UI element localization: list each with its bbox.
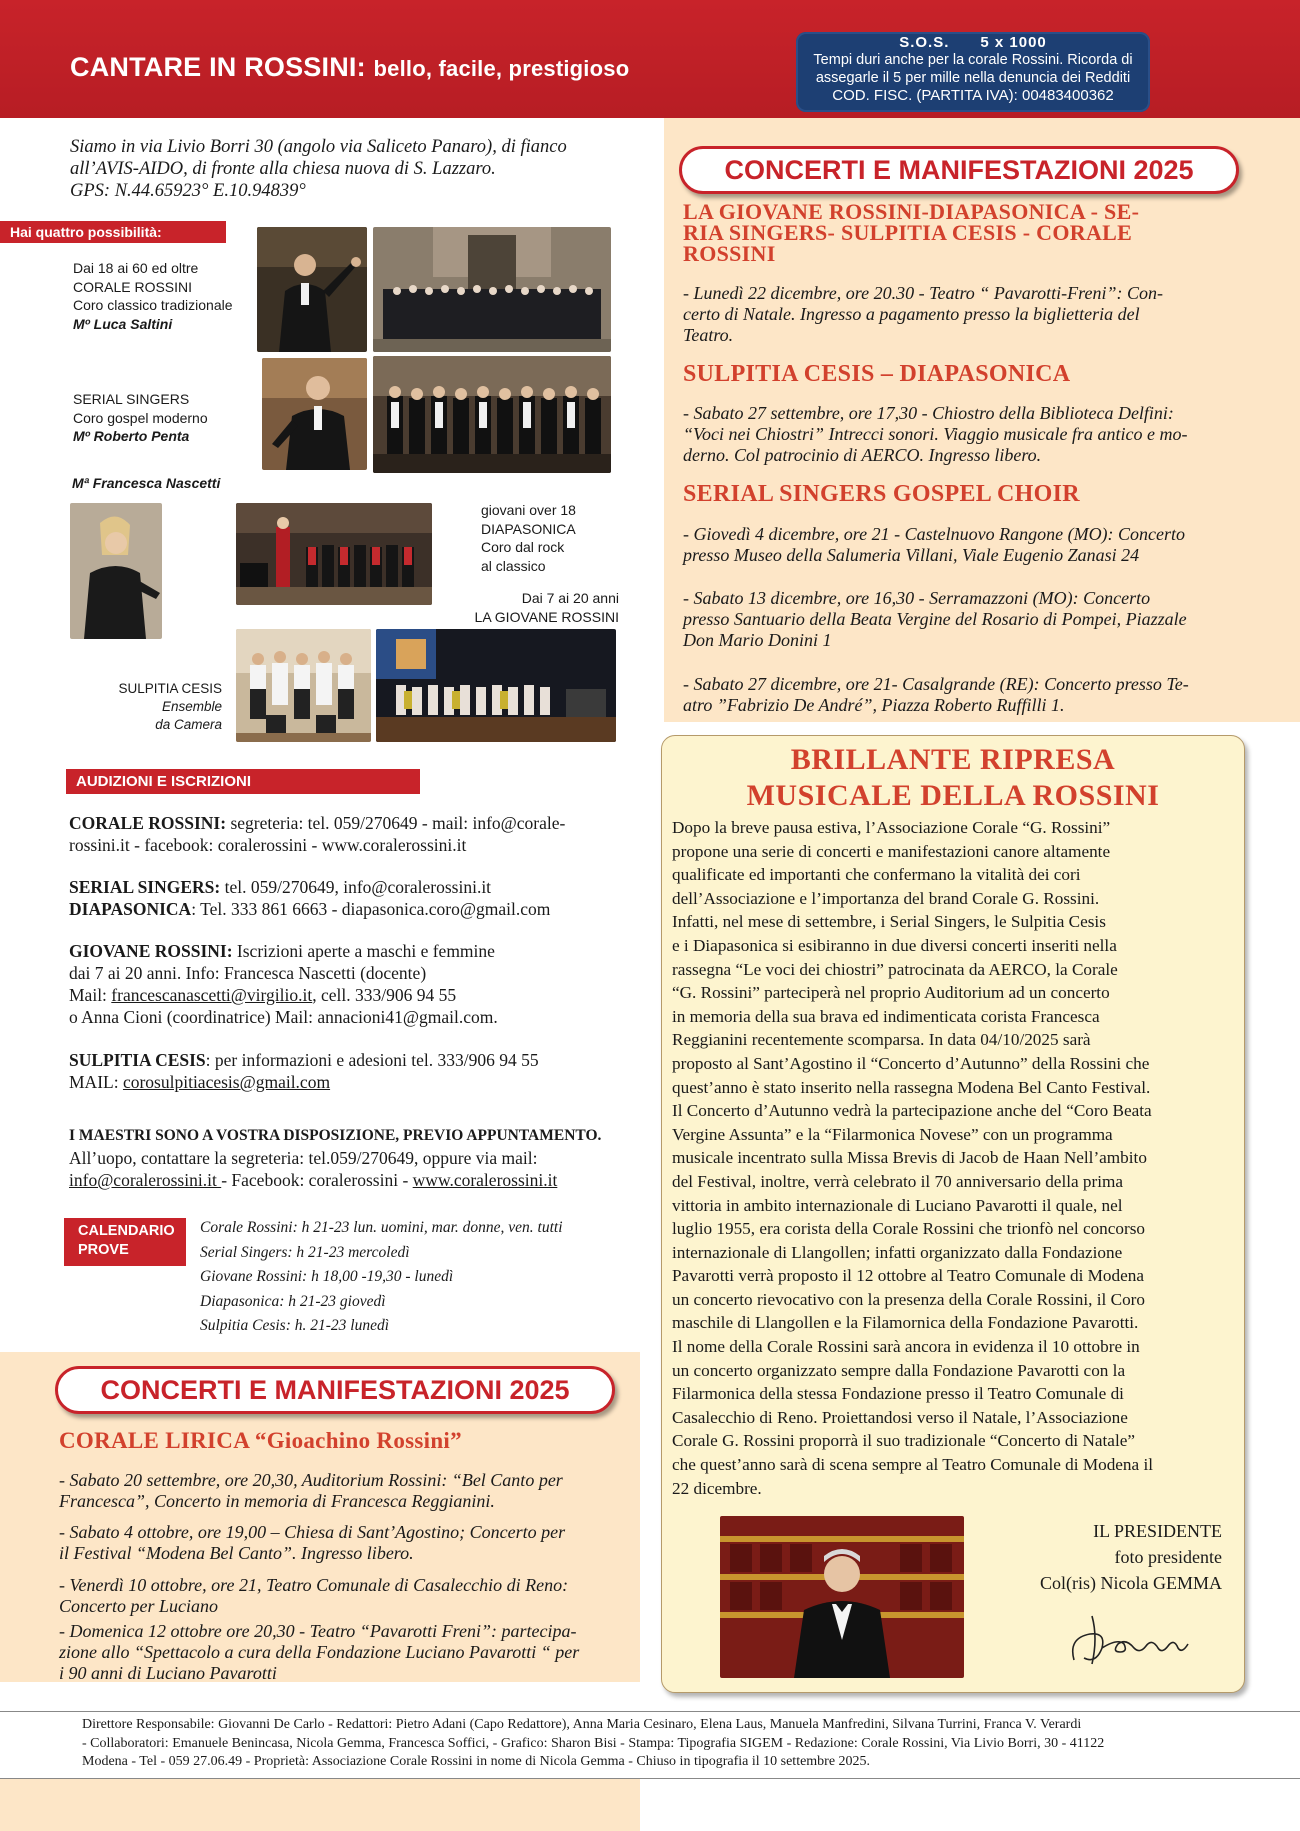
signature-line: foto presidente bbox=[1114, 1547, 1222, 1567]
article-line: 22 dicembre. bbox=[672, 1478, 762, 1498]
article-line: internazionale di Llangollen; infatti organizzato dalla Fondazione bbox=[672, 1242, 1123, 1262]
event-line: - Sabato 20 settembre, ore 20,30, Auditorium Rossini: “Bel Canto per bbox=[59, 1470, 563, 1490]
event-line: - Giovedì 4 dicembre, ore 21 - Castelnuovo Rangone (MO): Concerto bbox=[683, 524, 1186, 544]
maestri-title: I MAESTRI SONO A VOSTRA DISPOSIZIONE, PREVIO APPUNTAMENTO. bbox=[69, 1127, 602, 1144]
concerts-title-left: CONCERTI E MANIFESTAZIONI 2025 bbox=[55, 1366, 615, 1414]
photo-sulpitia-cesis bbox=[236, 629, 371, 742]
signature-line: Col(ris) Nicola GEMMA bbox=[1040, 1573, 1222, 1593]
contact-line bbox=[69, 940, 639, 962]
photo-conductor-penta bbox=[262, 358, 367, 470]
caption-nascetti: Mª Francesca Nascetti bbox=[72, 475, 221, 491]
masthead-text bbox=[82, 1716, 1232, 1772]
caption-giovane-rossini bbox=[420, 589, 619, 626]
caption-line: LA GIOVANE ROSSINI bbox=[474, 608, 619, 625]
caption-diapasonica bbox=[481, 501, 621, 575]
page-title bbox=[70, 52, 629, 83]
calendar-item: Serial Singers: h 21-23 mercoledì bbox=[200, 1243, 410, 1261]
event-line: - Sabato 27 dicembre, ore 21- Casalgrande (RE): Concerto presso Te- bbox=[683, 674, 1189, 694]
caption-corale-rossini bbox=[73, 259, 253, 333]
footer-band bbox=[0, 1776, 640, 1831]
title-line: MUSICALE DELLA ROSSINI bbox=[746, 779, 1160, 812]
caption-sulpitia-cesis bbox=[100, 680, 222, 734]
event-line: - Sabato 4 ottobre, ore 19,00 – Chiesa di Sant’Agostino; Concerto per bbox=[59, 1522, 566, 1542]
address-intro bbox=[70, 136, 640, 202]
article-line: Reggianini recentemente scomparsa. In data 04/10/2025 sarà bbox=[672, 1030, 1091, 1050]
contact-name: DIAPASONICA bbox=[69, 899, 192, 919]
contact-text: tel. 059/270649, info@coralerossini.it bbox=[220, 877, 492, 897]
article-line: proposto al Sant’Agostino il “Concerto d’Autunno” della Rossini che bbox=[672, 1053, 1150, 1073]
email-link[interactable]: francescanascetti@virgilio.it bbox=[111, 985, 313, 1005]
event-serramazzoni bbox=[683, 588, 1253, 651]
concerts-title-right: CONCERTI E MANIFESTAZIONI 2025 bbox=[679, 146, 1239, 194]
article-line: Infatti, nel mese di settembre, i Serial Singers, le Sulpitia Cesis bbox=[672, 912, 1106, 932]
contact-name: GIOVANE ROSSINI: bbox=[69, 941, 233, 961]
event-casalecchio bbox=[59, 1575, 639, 1617]
article-line: Filarmonica della stessa Fondazione presso il Teatro Comunale di bbox=[672, 1384, 1124, 1404]
event-line: - Venerdì 10 ottobre, ore 21, Teatro Comunale di Casalecchio di Reno: bbox=[59, 1575, 569, 1595]
contact-name: SULPITIA CESIS bbox=[69, 1050, 206, 1070]
event-line: - Domenica 12 ottobre ore 20,30 - Teatro “Pavarotti Freni”: partecipa- bbox=[59, 1621, 577, 1641]
sos-line: Tempi duri anche per la corale Rossini. Ricorda di bbox=[813, 52, 1133, 68]
group-heading-corale-lirica: CORALE LIRICA “Gioachino Rossini” bbox=[59, 1428, 462, 1453]
event-natale bbox=[683, 283, 1253, 346]
contact-line: rossini.it - facebook: coralerossini - www.coralerossini.it bbox=[69, 835, 467, 855]
article-line: maschile di Llangollen e la Filamornica della Fondazione Pavarotti. bbox=[672, 1313, 1139, 1333]
article-line: luglio 1955, era corista della Corale Rossini che trionfò nel concorso bbox=[672, 1219, 1146, 1239]
event-pavarotti-freni bbox=[59, 1621, 639, 1684]
caption-line: SERIAL SINGERS bbox=[73, 391, 190, 407]
contact-text: : per informazioni e adesioni tel. 333/906 94 55 bbox=[205, 1050, 539, 1070]
group-heading-all-choirs bbox=[683, 201, 1243, 264]
contact-text: : Tel. 333 861 6663 - diapasonica.coro@gmail.com bbox=[191, 899, 551, 919]
calendar-label: CALENDARIO bbox=[78, 1223, 175, 1239]
heading-line: ROSSINI bbox=[683, 241, 776, 266]
contact-line bbox=[69, 812, 639, 834]
contact-line: dai 7 ai 20 anni. Info: Francesca Nascetti (docente) bbox=[69, 963, 427, 983]
caption-serial-singers bbox=[73, 390, 253, 446]
calendar-item: Diapasonica: h 21-23 giovedì bbox=[200, 1292, 386, 1310]
intro-line: all’AVIS-AIDO, di fronte alla chiesa nuova di S. Lazzaro. bbox=[70, 159, 496, 179]
caption-line: Coro classico tradizionale bbox=[73, 297, 233, 313]
event-voci-chiostri bbox=[683, 403, 1253, 466]
article-line: Il nome della Corale Rossini sarà ancora in evidenza il 10 ottobre in bbox=[672, 1337, 1140, 1357]
contact-line: All’uopo, contattare la segreteria: tel.059/270649, oppure via mail: bbox=[69, 1148, 538, 1168]
event-casalgrande bbox=[683, 674, 1253, 716]
article-line: Casalecchio di Reno. Proiettandosi verso il Natale, l’Associazione bbox=[672, 1407, 1128, 1427]
contact-text: Iscrizioni aperte a maschi e femmine bbox=[232, 941, 495, 961]
intro-line: Siamo in via Livio Borri 30 (angolo via Saliceto Panaro), di fianco bbox=[70, 137, 567, 157]
contact-line bbox=[69, 1071, 639, 1093]
event-line: presso Santuario della Beata Vergine del Rosario di Pompei, Piazzale bbox=[683, 609, 1187, 629]
article-line: propone una serie di concerti e manifestazioni canore altamente bbox=[672, 841, 1111, 861]
masthead-line: Modena - Tel - 059 27.06.49 - Proprietà: Associazione Corale Rossini in nome di Nicola Gemma - Chiuso in tipografia il 10 settembre 2025. bbox=[82, 1754, 871, 1769]
calendar-item: Sulpitia Cesis: h. 21-23 lunedì bbox=[200, 1317, 390, 1334]
article-line: dell’Associazione e l’importanza del brand Corale G. Rossini. bbox=[672, 888, 1100, 908]
contact-text: Mail: bbox=[69, 985, 112, 1005]
caption-line: Ensemble bbox=[161, 699, 222, 714]
article-box bbox=[661, 735, 1245, 1693]
event-line: presso Museo della Salumeria Villani, Viale Eugenio Zanasi 24 bbox=[683, 545, 1140, 565]
caption-line: CORALE ROSSINI bbox=[73, 278, 193, 295]
article-line: e i Diapasonica si esibiranno in due diversi concerti inseriti nella bbox=[672, 935, 1117, 955]
photo-conductor-nascetti bbox=[70, 503, 162, 639]
event-line: derno. Col patrocinio di AERCO. Ingresso libero. bbox=[683, 445, 1042, 465]
article-line: “G. Rossini” parteciperà nel proprio Auditorium ad un concerto bbox=[672, 983, 1110, 1003]
event-line: - Lunedì 22 dicembre, ore 20.30 - Teatro “ Pavarotti-Freni”: Con- bbox=[683, 283, 1163, 303]
title-main: CANTARE IN ROSSINI: bbox=[70, 52, 366, 82]
handwritten-signature bbox=[1062, 1608, 1212, 1668]
sos-fiscal-code: COD. FISC. (PARTITA IVA): 00483400362 bbox=[832, 87, 1114, 104]
contact-line bbox=[69, 898, 639, 920]
president-signature-block bbox=[962, 1518, 1222, 1596]
caption-line: Mº Roberto Penta bbox=[73, 428, 190, 444]
possibilities-label: Hai quattro possibilità: bbox=[0, 221, 226, 243]
contact-line bbox=[69, 1169, 649, 1191]
article-line: Vergine Assunta” e la “Filarmonica Novese” con un programma bbox=[672, 1124, 1113, 1144]
caption-line: giovani over 18 bbox=[481, 502, 576, 518]
event-line: “Voci nei Chiostri” Intrecci sonori. Viaggio musicale fra antico e mo- bbox=[683, 424, 1188, 444]
group-heading-serial-singers: SERIAL SINGERS GOSPEL CHOIR bbox=[683, 481, 1080, 507]
event-line: certo di Natale. Ingresso a pagamento presso la biglietteria del bbox=[683, 304, 1140, 324]
event-line: Don Mario Donini 1 bbox=[683, 630, 832, 650]
article-line: Corale G. Rossini proporrà il suo tradizionale “Concerto di Natale” bbox=[672, 1431, 1135, 1451]
article-line: vittoria in ambito internazionale di Luciano Pavarotti il quale, nel bbox=[672, 1195, 1123, 1215]
masthead-line: - Collaboratori: Emanuele Benincasa, Nicola Gemma, Francesca Soffici, - Grafico: Sharon Bisi - Stampa: Tipografia SIGEM - Redazione: Corale Rossini, Via Livio Borri, 30 - 41122 bbox=[82, 1735, 1105, 1751]
article-line: un concerto rievocativo con la presenza della Corale Rossini, il Coro bbox=[672, 1289, 1145, 1309]
event-line: il Festival “Modena Bel Canto”. Ingresso libero. bbox=[59, 1543, 414, 1563]
article-line: Dopo la breve pausa estiva, l’Associazione Corale “G. Rossini” bbox=[672, 818, 1111, 837]
event-line: - Sabato 13 dicembre, ore 16,30 - Serramazzoni (MO): Concerto bbox=[683, 588, 1151, 608]
event-bel-canto-francesca bbox=[59, 1470, 639, 1512]
photo-president bbox=[720, 1516, 964, 1678]
calendar-label-box bbox=[64, 1218, 186, 1266]
event-line: Concerto per Luciano bbox=[59, 1596, 218, 1616]
calendar-label: PROVE bbox=[78, 1242, 129, 1258]
event-castelnuovo bbox=[683, 524, 1253, 566]
contact-line bbox=[69, 984, 639, 1006]
contact-text: , cell. 333/906 94 55 bbox=[312, 985, 457, 1005]
article-line: in memoria della sua brava ed indimenticata corista Francesca bbox=[672, 1006, 1100, 1026]
caption-line: Coro dal rock bbox=[481, 539, 565, 555]
event-line: atro ”Fabrizio De André”, Piazza Roberto Ruffilli 1. bbox=[683, 695, 1065, 715]
article-line: del Festival, inoltre, verrà celebrato il 70 anniversario della prima bbox=[672, 1171, 1124, 1191]
maestri-notice bbox=[69, 1125, 649, 1191]
email-link[interactable]: info@coralerossini.it bbox=[69, 1170, 222, 1190]
event-line: i 90 anni di Luciano Pavarotti bbox=[59, 1663, 277, 1683]
sos-line: assegarle il 5 per mille nella denuncia dei Redditi bbox=[815, 70, 1131, 86]
article-body bbox=[672, 816, 1232, 1500]
contact-line bbox=[69, 1049, 639, 1071]
article-line: rassegna “Le voci dei chiostri” patrocinata da AERCO, la Corale bbox=[672, 959, 1118, 979]
signature-line: IL PRESIDENTE bbox=[1093, 1521, 1222, 1541]
article-line: Pavarotti verrà proposto il 12 ottobre al Teatro Comunale di Modena bbox=[672, 1266, 1144, 1286]
caption-line: DIAPASONICA bbox=[481, 520, 576, 537]
article-line: un concerto organizzato sempre dalla Fondazione Pavarotti con la bbox=[672, 1360, 1126, 1380]
article-line: Il Concerto d’Autunno vedrà la partecipazione anche del “Coro Beata bbox=[672, 1101, 1152, 1121]
caption-line: al classico bbox=[481, 557, 546, 574]
event-sant-agostino bbox=[59, 1522, 639, 1564]
masthead-footer bbox=[0, 1711, 1300, 1779]
event-line: Teatro. bbox=[683, 325, 734, 345]
sos-5x1000-box bbox=[796, 32, 1150, 112]
calendar-item: Giovane Rossini: h 18,00 -19,30 - lunedì bbox=[200, 1268, 454, 1285]
heading-line: RIA SINGERS- SULPITIA CESIS - CORALE bbox=[683, 220, 1133, 245]
contacts-serial-diapasonica bbox=[69, 876, 639, 920]
article-line: qualificate ed importanti che confermano la vitalità dei cori bbox=[672, 865, 1081, 885]
event-line: - Sabato 27 settembre, ore 17,30 - Chiostro della Biblioteca Delfini: bbox=[683, 403, 1174, 423]
title-line: BRILLANTE RIPRESA bbox=[790, 743, 1116, 776]
article-line: quest’anno è stato inserito nella rassegna Modena Bel Canto Festival. bbox=[672, 1077, 1151, 1097]
contacts-giovane-rossini bbox=[69, 940, 639, 1028]
article-title bbox=[662, 742, 1244, 814]
photo-diapasonica-choir bbox=[236, 503, 432, 605]
contacts-corale-rossini bbox=[69, 812, 639, 856]
article-line: musicale incentrato sulla Missa Brevis di Jacob de Haan Nell’ambito bbox=[672, 1148, 1147, 1168]
photo-conductor-saltini bbox=[257, 227, 367, 352]
title-sub: bello, facile, prestigioso bbox=[373, 56, 630, 81]
email-link[interactable]: corosulpitiacesis@gmail.com bbox=[122, 1072, 331, 1092]
caption-line: Dai 18 ai 60 ed oltre bbox=[73, 260, 199, 276]
contact-line bbox=[69, 876, 639, 898]
masthead-line: Direttore Responsabile: Giovanni De Carlo - Redattori: Pietro Adani (Capo Redattore), Anna Maria Cesinaro, Elena Laus, Manuela Manfredini, Silvana Turrini, Franca V. Verardi bbox=[82, 1717, 1082, 1732]
contact-name: CORALE ROSSINI: bbox=[69, 813, 227, 833]
caption-line: Dai 7 ai 20 anni bbox=[521, 590, 619, 606]
rehearsal-calendar bbox=[200, 1216, 640, 1339]
contacts-sulpitia-cesis bbox=[69, 1049, 639, 1093]
photo-serial-singers-choir bbox=[373, 356, 611, 473]
sos-heading: S.O.S. 5 x 1000 bbox=[899, 34, 1047, 51]
contact-text: - Facebook: coralerossini - bbox=[221, 1170, 413, 1190]
event-line: Francesca”, Concerto in memoria di Francesca Reggianini. bbox=[59, 1491, 495, 1511]
calendar-item: Corale Rossini: h 21-23 lun. uomini, mar. donne, ven. tutti bbox=[200, 1219, 563, 1236]
contact-text: segreteria: tel. 059/270649 - mail: info@corale- bbox=[226, 813, 566, 833]
auditions-label: AUDIZIONI E ISCRIZIONI bbox=[66, 769, 420, 794]
photo-corale-rossini-choir bbox=[373, 227, 611, 352]
website-link[interactable]: www.coralerossini.it bbox=[412, 1170, 558, 1190]
contact-line: o Anna Cioni (coordinatrice) Mail: annacioni41@gmail.com. bbox=[69, 1007, 498, 1027]
caption-line: Mº Luca Saltini bbox=[73, 315, 173, 332]
contact-text: MAIL: bbox=[69, 1072, 123, 1092]
event-line: zione allo “Spettacolo a cura della Fondazione Luciano Pavarotti “ per bbox=[59, 1642, 580, 1662]
contact-name: SERIAL SINGERS: bbox=[69, 877, 221, 897]
photo-giovane-rossini-stage bbox=[376, 629, 616, 742]
heading-line: LA GIOVANE ROSSINI-DIAPASONICA - SE- bbox=[683, 199, 1140, 224]
group-heading-sulpitia-diapasonica: SULPITIA CESIS – DIAPASONICA bbox=[683, 361, 1071, 387]
caption-line: Coro gospel moderno bbox=[73, 409, 208, 426]
caption-line: SULPITIA CESIS bbox=[118, 681, 222, 696]
gps-coordinates: GPS: N.44.65923° E.10.94839° bbox=[70, 181, 306, 201]
article-line: che quest’anno sarà di scena sempre al Teatro Comunale di Modena il bbox=[672, 1455, 1153, 1475]
caption-line: da Camera bbox=[155, 717, 222, 732]
